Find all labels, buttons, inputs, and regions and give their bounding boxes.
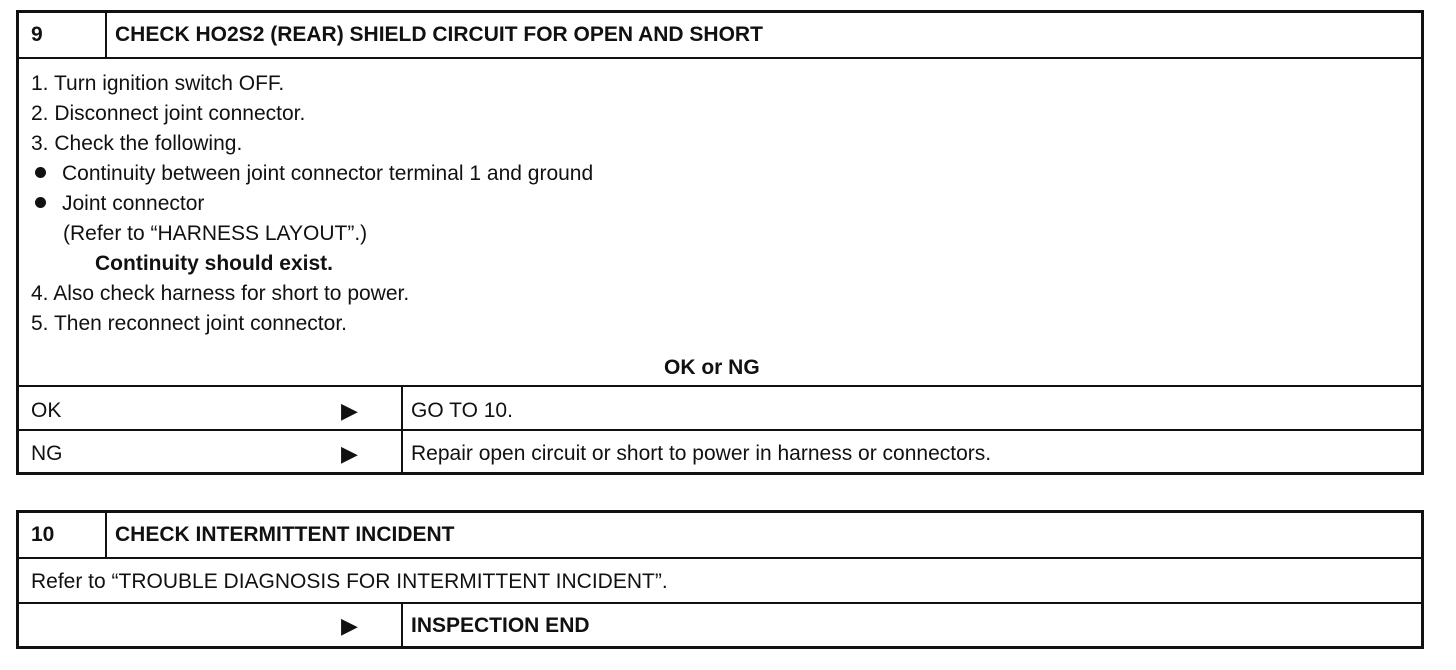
step-number: 9 bbox=[31, 23, 43, 46]
procedure-step: 2. Disconnect joint connector. bbox=[31, 102, 306, 125]
row-rule bbox=[19, 602, 1421, 604]
procedure-step: 3. Check the following. bbox=[31, 132, 243, 155]
header-divider bbox=[105, 13, 107, 57]
arrow-right-icon: ▶ bbox=[341, 441, 358, 466]
bullet-icon bbox=[35, 167, 46, 178]
result-ng-label: NG bbox=[31, 442, 63, 465]
result-ng-action: Repair open circuit or short to power in harness or connectors. bbox=[411, 442, 992, 465]
step-9-table bbox=[16, 10, 1424, 475]
header-rule bbox=[19, 57, 1421, 59]
bullet-icon bbox=[35, 197, 46, 208]
procedure-step: 5. Then reconnect joint connector. bbox=[31, 312, 347, 335]
decision-label: OK or NG bbox=[664, 356, 760, 379]
step-number: 10 bbox=[31, 523, 55, 546]
procedure-step: 4. Also check harness for short to power. bbox=[31, 282, 410, 305]
result-ok-action: GO TO 10. bbox=[411, 399, 513, 422]
procedure-emphasis: Continuity should exist. bbox=[95, 252, 334, 275]
procedure-list bbox=[31, 69, 593, 339]
results-divider bbox=[401, 602, 403, 646]
row-rule bbox=[19, 429, 1421, 431]
header-divider bbox=[105, 513, 107, 557]
procedure-note: (Refer to “HARNESS LAYOUT”.) bbox=[63, 222, 368, 245]
procedure-bullet: Joint connector bbox=[31, 189, 593, 219]
arrow-right-icon: ▶ bbox=[341, 613, 358, 638]
result-ok-label: OK bbox=[31, 399, 62, 422]
step-title: CHECK INTERMITTENT INCIDENT bbox=[115, 523, 455, 546]
results-rule bbox=[19, 385, 1421, 387]
procedure-bullet: Continuity between joint connector terminal 1 and ground bbox=[31, 159, 593, 189]
procedure-step: 1. Turn ignition switch OFF. bbox=[31, 72, 285, 95]
step-10-table bbox=[16, 510, 1424, 649]
step-title: CHECK HO2S2 (REAR) SHIELD CIRCUIT FOR OPEN AND SHORT bbox=[115, 23, 763, 46]
final-action: INSPECTION END bbox=[411, 614, 590, 637]
instruction-text: Refer to “TROUBLE DIAGNOSIS FOR INTERMITTENT INCIDENT”. bbox=[31, 570, 668, 593]
header-rule bbox=[19, 557, 1421, 559]
arrow-right-icon: ▶ bbox=[341, 398, 358, 423]
